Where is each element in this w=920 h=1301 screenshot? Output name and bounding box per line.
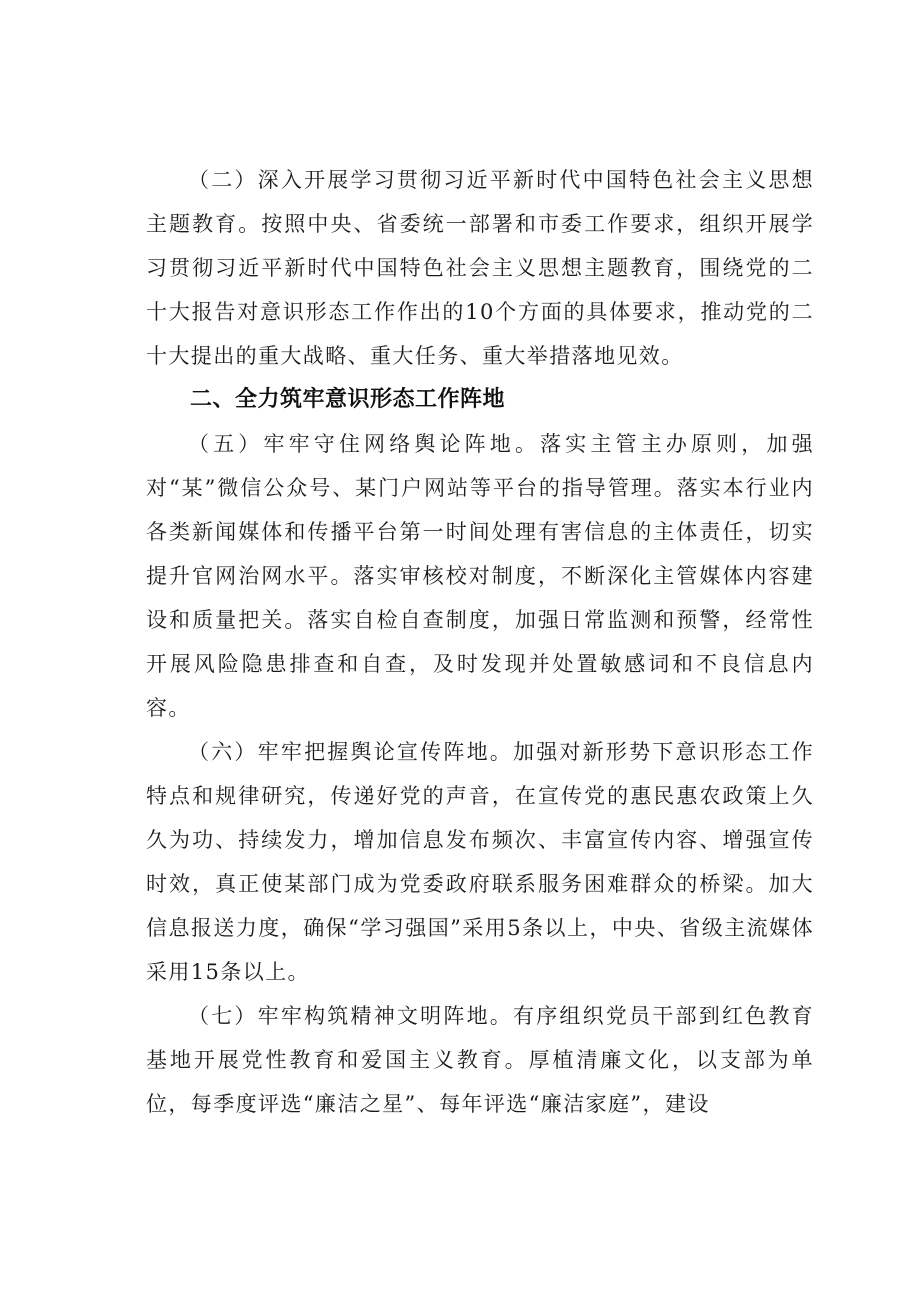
paragraph-theme-education: （二）深入开展学习贯彻习近平新时代中国特色社会主义思想主题教育。按照中央、省委统一部署和市委工作要求，组织开展学习贯彻习近平新时代中国特色社会主义思想主题教育，围绕党的二十大报告对意识形态工作作出的10个方面的具体要求，推动党的二十大提出的重大战略、重大任务、重大举措落地见效。 (146, 168, 814, 368)
section-heading-ideology-position: 二、全力筑牢意识形态工作阵地 (190, 387, 506, 412)
paragraph-spiritual-civilization: （七）牢牢构筑精神文明阵地。有序组织党员干部到红色教育基地开展党性教育和爱国主义教育。厚植清廉文化，以支部为单位，每季度评选“廉洁之星”、每年评选“廉洁家庭”，建设 (146, 1004, 814, 1116)
paragraph-publicity-position: （六）牢牢把握舆论宣传阵地。加强对新形势下意识形态工作特点和规律研究，传递好党的声音，在宣传党的惠民惠农政策上久久为功、持续发力，增加信息发布频次、丰富宣传内容、增强宣传时效，真正使某部门成为党委政府联系服务困难群众的桥梁。加大信息报送力度，确保“学习强国”采用5条以上，中央、省级主流媒体采用15条以上。 (146, 740, 814, 984)
paragraph-network-opinion: （五）牢牢守住网络舆论阵地。落实主管主办原则，加强对“某”微信公众号、某门户网站等平台的指导管理。落实本行业内各类新闻媒体和传播平台第一时间处理有害信息的主体责任，切实提升官网治网水平。落实审核校对制度，不断深化主管媒体内容建设和质量把关。落实自检自查制度，加强日常监测和预警，经常性开展风险隐患排查和自查，及时发现并处置敏感词和不良信息内容。 (146, 432, 814, 720)
